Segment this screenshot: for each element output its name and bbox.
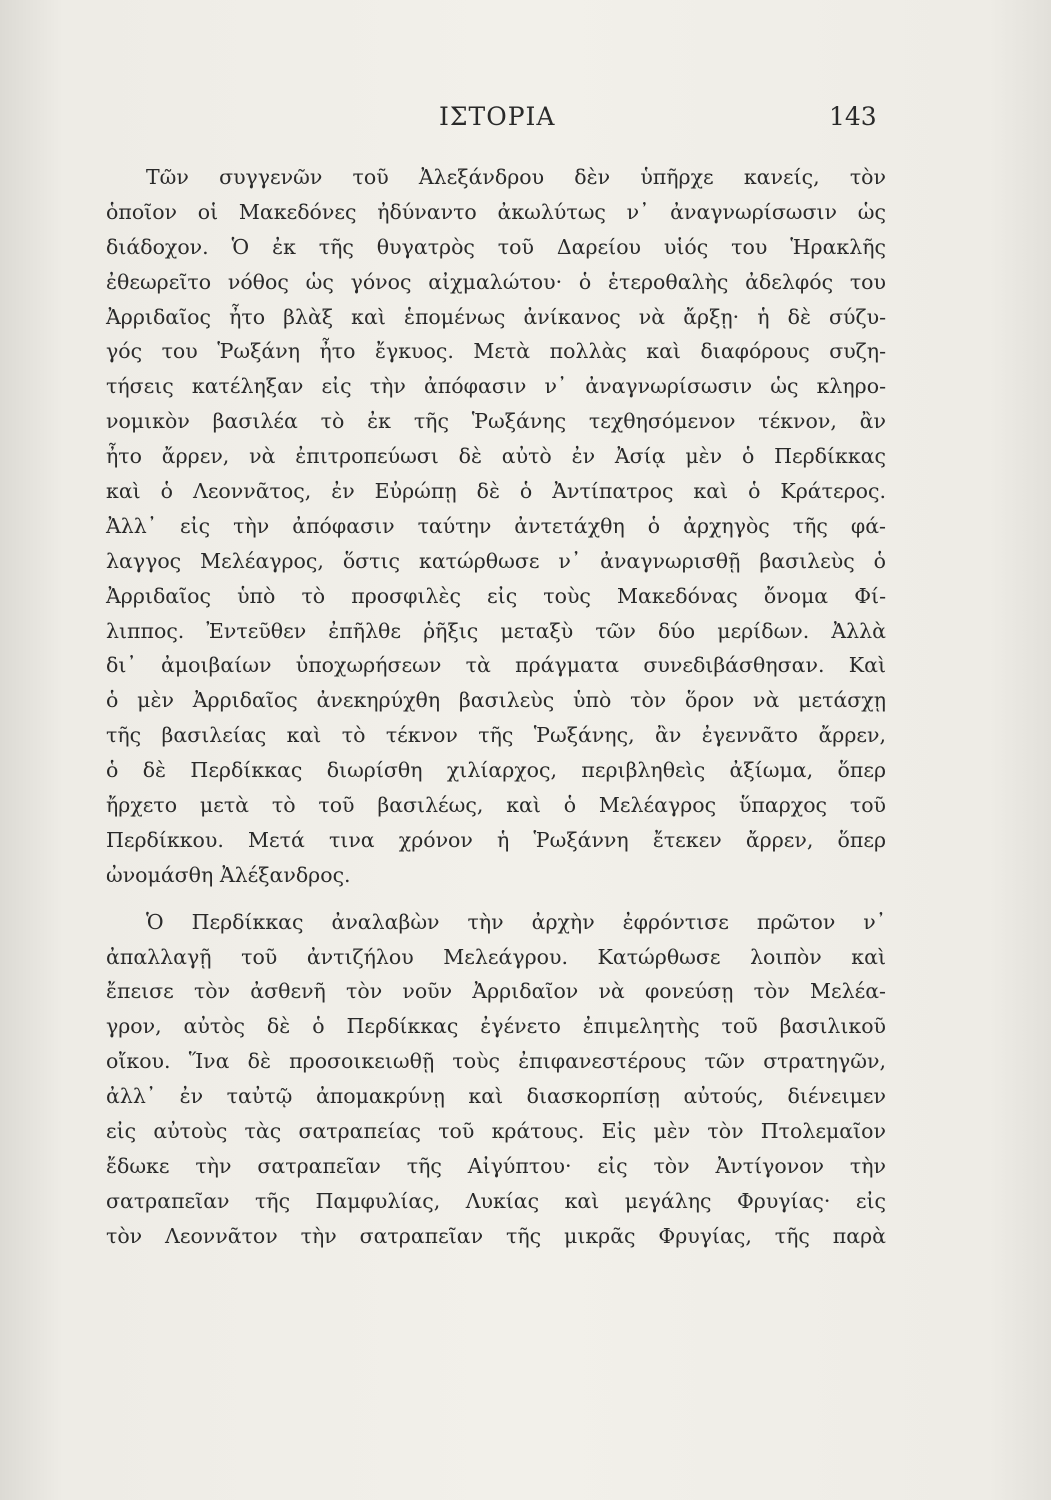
text-line: γός του Ῥωξάνη ἦτο ἔγκυος. Μετὰ πολλὰς καὶ διαφόρους συζη- bbox=[106, 339, 886, 364]
text-line: ἐθεωρεῖτο νόθος ὡς γόνος αἰχμαλώτου· ὁ ἑτεροθαλὴς ἀδελφός του bbox=[106, 269, 886, 294]
text-line: λιππος. Ἐντεῦθεν ἐπῆλθε ῥῆξις μεταξὺ τῶν δύο μερίδων. Ἀλλὰ bbox=[106, 618, 886, 643]
text-line: καὶ ὁ Λεοννᾶτος, ἐν Εὐρώπῃ δὲ ὁ Ἀντίπατρος καὶ ὁ Κράτερος. bbox=[106, 479, 886, 504]
text-line: σατραπεῖαν τῆς Παμφυλίας, Λυκίας καὶ μεγάλης Φρυγίας· εἰς bbox=[106, 1188, 886, 1213]
text-line: Τῶν συγγενῶν τοῦ Ἀλεξάνδρου δὲν ὑπῆρχε κανείς, τὸν bbox=[146, 165, 886, 189]
text-line: ὁ μὲν Ἀρριδαῖος ἀνεκηρύχθη βασιλεὺς ὑπὸ τὸν ὅρον νὰ μετάσχῃ bbox=[106, 688, 886, 713]
text-line: λαγγος Μελέαγρος, ὅστις κατώρθωσε ν᾽ ἀναγνωρισθῇ βασιλεὺς ὁ bbox=[106, 548, 886, 573]
text-line: ἦτο ἄρρεν, νὰ ἐπιτροπεύωσι δὲ αὐτὸ ἐν Ἀσίᾳ μὲν ὁ Περδίκκας bbox=[106, 444, 886, 469]
text-line: Ἀρριδαῖος ἦτο βλὰξ καὶ ἑπομένως ἀνίκανος νὰ ἄρξῃ· ἡ δὲ σύζυ- bbox=[106, 304, 886, 329]
running-title: ΙΣΤΟΡΙΑ bbox=[439, 102, 556, 131]
text-line: γρον, αὐτὸς δὲ ὁ Περδίκκας ἐγένετο ἐπιμελητὴς τοῦ βασιλικοῦ bbox=[106, 1014, 886, 1039]
text-line: Ὁ Περδίκκας ἀναλαβὼν τὴν ἀρχὴν ἐφρόντισε πρῶτον ν᾽ bbox=[146, 909, 886, 934]
text-line: τήσεις κατέληξαν εἰς τὴν ἀπόφασιν ν᾽ ἀναγνωρίσωσιν ὡς κληρο- bbox=[106, 374, 886, 399]
text-line: τῆς βασιλείας καὶ τὸ τέκνον τῆς Ῥωξάνης, ἂν ἐγεννᾶτο ἄρρεν, bbox=[106, 723, 886, 748]
text-line: δι᾽ ἀμοιβαίων ὑποχωρήσεων τὰ πράγματα συνεδιβάσθησαν. Καὶ bbox=[106, 653, 886, 678]
text-line: διάδοχον. Ὁ ἐκ τῆς θυγατρὸς τοῦ Δαρείου υἱός του Ἡρακλῆς bbox=[106, 234, 886, 259]
text-line: εἰς αὐτοὺς τὰς σατραπείας τοῦ κράτους. Εἰς μὲν τὸν Πτολεμαῖον bbox=[106, 1119, 886, 1144]
text-line: ὁποῖον οἱ Μακεδόνες ἠδύναντο ἀκωλύτως ν᾽ ἀναγνωρίσωσιν ὡς bbox=[106, 199, 886, 224]
body-text bbox=[106, 160, 886, 1254]
text-line: οἴκου. Ἵνα δὲ προσοικειωθῇ τοὺς ἐπιφανεστέρους τῶν στρατηγῶν, bbox=[106, 1049, 886, 1074]
page-header bbox=[0, 102, 1051, 142]
text-line: Ἀλλ᾽ εἰς τὴν ἀπόφασιν ταύτην ἀντετάχθη ὁ ἀρχηγὸς τῆς φά- bbox=[106, 513, 886, 538]
page-number: 143 bbox=[829, 102, 877, 131]
text-line: Περδίκκου. Μετά τινα χρόνον ἡ Ῥωξάννη ἔτεκεν ἄρρεν, ὅπερ bbox=[106, 827, 886, 852]
text-line: Ἀρριδαῖος ὑπὸ τὸ προσφιλὲς εἰς τοὺς Μακεδόνας ὄνομα Φί- bbox=[106, 583, 886, 608]
text-line: ἤρχετο μετὰ τὸ τοῦ βασιλέως, καὶ ὁ Μελέαγρος ὕπαρχος τοῦ bbox=[106, 793, 886, 818]
text-line: ἀπαλλαγῇ τοῦ ἀντιζήλου Μελεάγρου. Κατώρθωσε λοιπὸν καὶ bbox=[106, 944, 886, 969]
text-line: ἔδωκε τὴν σατραπεῖαν τῆς Αἰγύπτου· εἰς τὸν Ἀντίγονον τὴν bbox=[106, 1153, 886, 1178]
text-line: νομικὸν βασιλέα τὸ ἐκ τῆς Ῥωξάνης τεχθησόμενον τέκνον, ἂν bbox=[106, 409, 886, 434]
text-line: ἀλλ᾽ ἐν ταὐτῷ ἀπομακρύνῃ καὶ διασκορπίσῃ αὐτούς, διένειμεν bbox=[106, 1084, 886, 1109]
text-line: ὠνομάσθη Ἀλέξανδρος. bbox=[106, 862, 351, 887]
text-line: τὸν Λεοννᾶτον τὴν σατραπεῖαν τῆς μικρᾶς Φρυγίας, τῆς παρὰ bbox=[106, 1223, 886, 1248]
text-line: ἔπεισε τὸν ἀσθενῆ τὸν νοῦν Ἀρριδαῖον νὰ φονεύσῃ τὸν Μελέα- bbox=[106, 979, 886, 1004]
text-line: ὁ δὲ Περδίκκας διωρίσθη χιλίαρχος, περιβληθεὶς ἀξίωμα, ὅπερ bbox=[106, 758, 886, 783]
